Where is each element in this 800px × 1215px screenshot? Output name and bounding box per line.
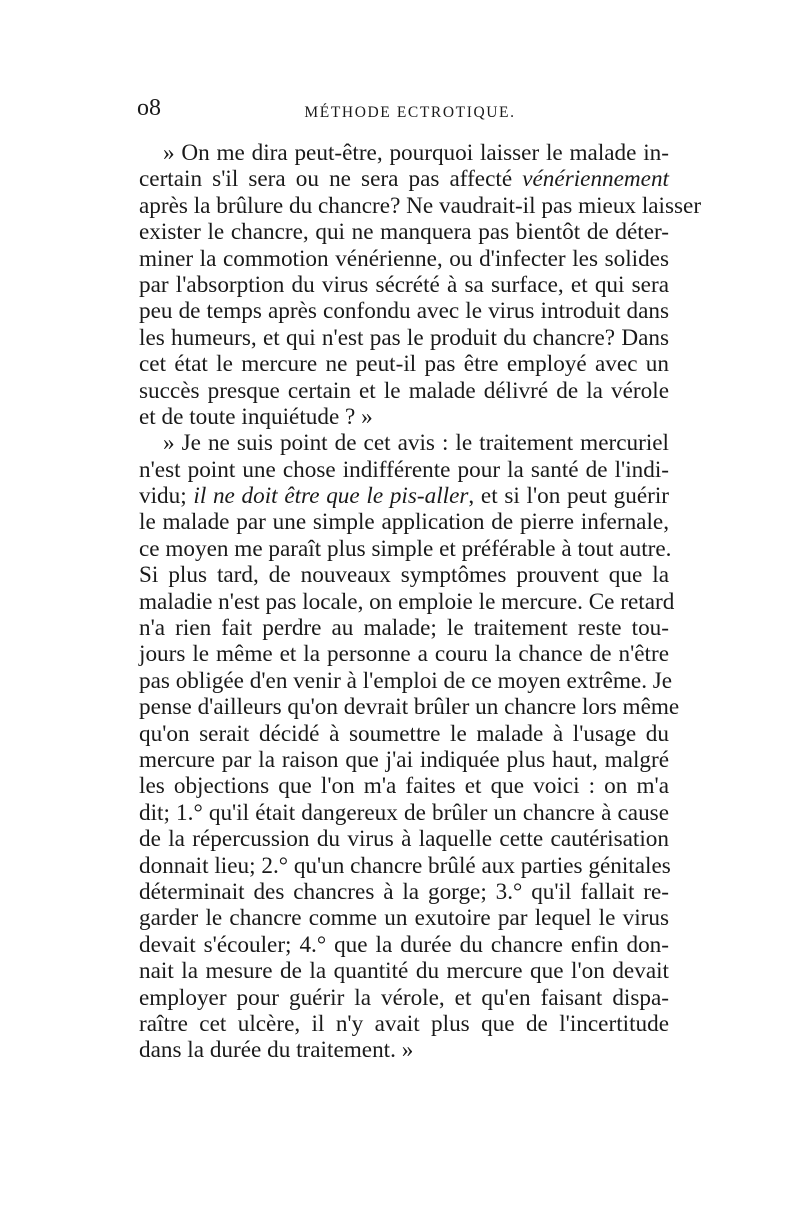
line-text: dans la durée du traitement. » [139, 1037, 414, 1064]
text-line [139, 853, 669, 879]
text-line [139, 721, 669, 747]
text-line [139, 272, 669, 298]
line-text: déterminait des chancres à la gorge; 3.° qu'il fallait re- [139, 878, 669, 905]
text-line [139, 1037, 669, 1063]
line-text: » Je ne suis point de cet avis : le traitement mercuriel [163, 430, 669, 457]
line-text: » On me dira peut-être, pourquoi laisser le malade in- [163, 140, 669, 166]
line-text: garder le chancre comme un exutoire par lequel le virus [139, 905, 669, 932]
line-text: employer pour guérir la vérole, et qu'en faisant dispa- [139, 984, 669, 1011]
text-line [139, 985, 669, 1011]
line-text: cet état le mercure ne peut-il pas être employé avec un [139, 351, 669, 378]
line-text: dit; 1.° qu'il était dangereux de brûler un chancre à cause [139, 799, 669, 826]
text-line [139, 667, 673, 694]
text-line [139, 773, 669, 799]
line-text: les objections que l'on m'a faites et que voici : on m'a [139, 773, 669, 800]
page-number: o8 [137, 95, 161, 121]
line-text: n'est point une chose indifférente pour la santé de l'indi- [139, 456, 669, 483]
line-text: succès presque certain et le malade délivré de la vérole [139, 377, 669, 404]
line-text-continued: , et si l'on peut guérir [468, 483, 669, 510]
text-line [139, 615, 669, 641]
line-text: peu de temps après confondu avec le virus introduit dans [139, 298, 669, 325]
text-line [139, 483, 669, 509]
line-text: de la répercussion du virus à laquelle cette cautérisation [139, 826, 669, 853]
text-line [139, 140, 669, 166]
line-text: les humeurs, et qui n'est pas le produit du chancre? Dans [139, 324, 669, 351]
text-line [139, 246, 669, 272]
text-line [139, 932, 669, 958]
line-text: jours le même et la personne a couru la chance de n'être [139, 641, 669, 668]
line-text: raître cet ulcère, il n'y avait plus que de l'incertitude [139, 1010, 669, 1037]
line-text: donnait lieu; 2.° qu'un chancre brûlé aux parties génitales [139, 852, 671, 879]
italic-text: il ne doit être que le pis-aller [193, 483, 469, 510]
text-line [139, 378, 669, 404]
line-text: n'a rien fait perdre au malade; le traitement reste tou- [139, 615, 669, 642]
text-line [139, 351, 669, 377]
text-line [139, 694, 680, 721]
text-line [139, 192, 702, 219]
line-text: le malade par une simple application de pierre infernale, [139, 509, 669, 536]
text-line [139, 641, 669, 667]
line-text: maladie n'est pas locale, on emploie le mercure. Ce retard [139, 588, 675, 615]
running-head: MÉTHODE ECTROTIQUE. [304, 104, 516, 121]
line-text: certain s'il sera ou ne sera pas affecté [139, 166, 523, 193]
text-line [139, 404, 669, 430]
text-line [139, 826, 669, 852]
line-text: pense d'ailleurs qu'on devrait brûler un chancre lors même [139, 694, 680, 721]
line-text: après la brûlure du chancre? Ne vaudrait-il pas mieux laisser [139, 192, 702, 219]
line-text: devait s'écouler; 4.° que la durée du chancre enfin don- [139, 931, 669, 958]
line-text: exister le chancre, qui ne manquera pas bientôt de déter- [139, 219, 669, 246]
line-text: miner la commotion vénérienne, ou d'infecter les solides [139, 245, 669, 272]
text-line [139, 298, 669, 324]
line-text: pas obligée d'en venir à l'emploi de ce moyen extrême. Je [139, 667, 673, 694]
text-line [139, 747, 669, 773]
text-line [139, 430, 669, 456]
line-text: qu'on serait décidé à soumettre le malade à l'usage du [139, 720, 669, 747]
line-text: mercure par la raison que j'ai indiquée plus haut, malgré [139, 746, 669, 773]
text-line [139, 562, 669, 588]
line-text: nait la mesure de la quantité du mercure que l'on devait [139, 958, 669, 985]
body-text [139, 140, 702, 1064]
text-line [139, 509, 669, 535]
text-line [139, 457, 669, 483]
text-line [139, 958, 669, 984]
text-line [139, 588, 675, 615]
text-line [139, 219, 669, 245]
line-text: ce moyen me paraît plus simple et préférable à tout autre. [139, 535, 672, 562]
text-line [139, 535, 672, 562]
text-line [139, 800, 669, 826]
text-line [139, 325, 669, 351]
line-text: vidu; [139, 483, 194, 510]
italic-text: vénériennement [522, 166, 669, 193]
text-line [139, 166, 669, 192]
text-line [139, 905, 669, 931]
text-line [139, 879, 669, 905]
text-line [139, 1011, 669, 1037]
line-text: et de toute inquiétude ? » [139, 403, 373, 430]
line-text: par l'absorption du virus sécrété à sa surface, et qui sera [139, 271, 669, 298]
line-text: Si plus tard, de nouveaux symptômes prouvent que la [139, 562, 669, 589]
